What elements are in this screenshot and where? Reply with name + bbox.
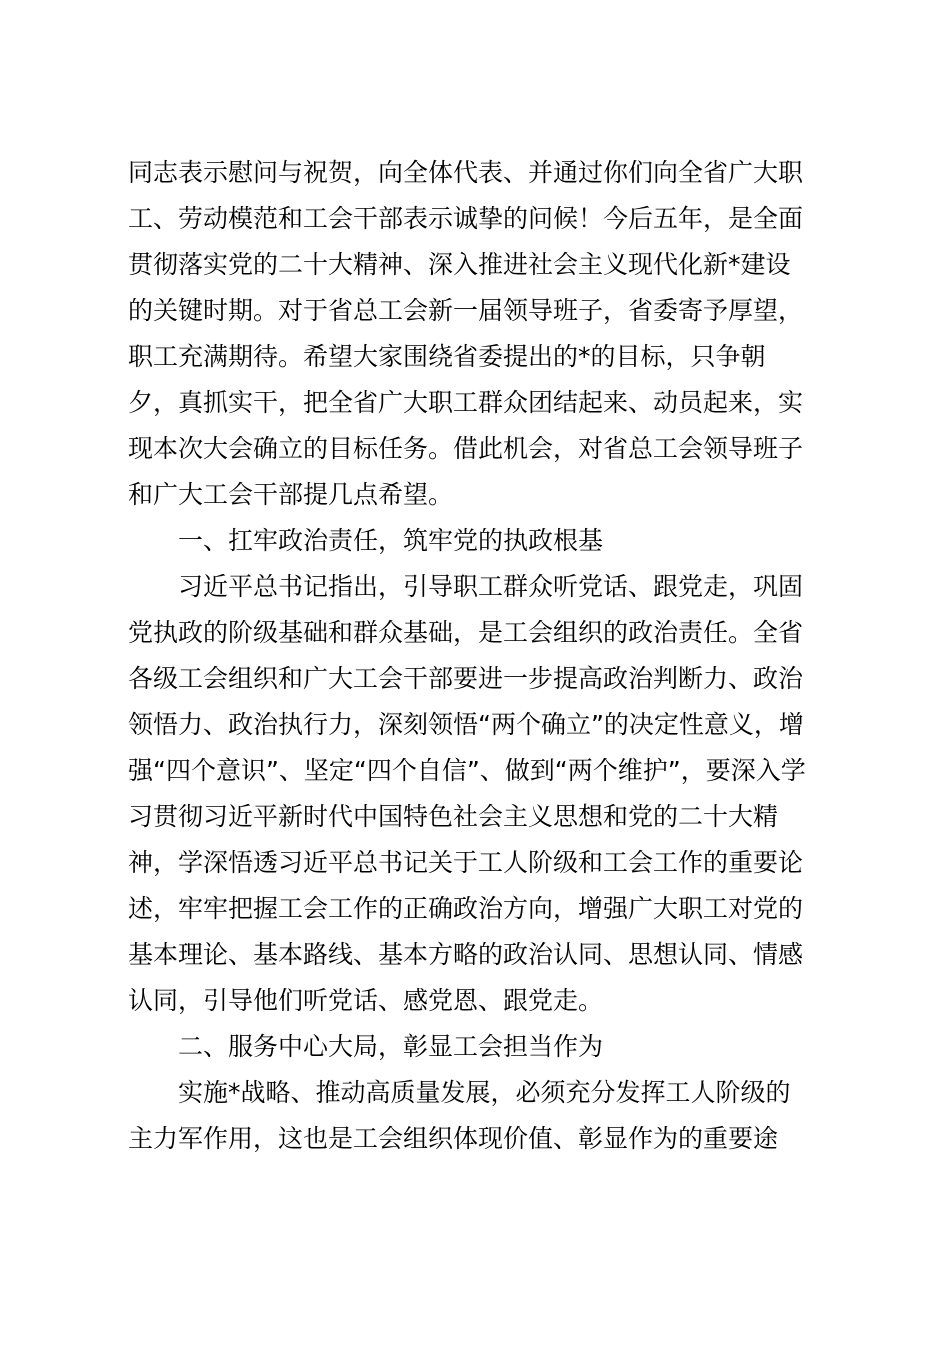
text-line: 和广大工会干部提几点希望。 xyxy=(128,480,454,509)
text-line: 贯彻落实党的二十大精神、深入推进社会主义现代化新*建设 xyxy=(128,250,791,279)
paragraph-start-line: 一、扛牢政治责任，筑牢党的执政根基 xyxy=(178,526,604,555)
text-line: 夕，真抓实干，把全省广大职工群众团结起来、动员起来，实 xyxy=(128,388,804,417)
paragraph-start-line: 实施*战略、推动高质量发展，必须充分发挥工人阶级的 xyxy=(178,1078,791,1107)
text-line: 工、劳动模范和工会干部表示诚挚的问候！今后五年，是全面 xyxy=(128,204,804,233)
text-line: 的关键时期。对于省总工会新一届领导班子，省委寄予厚望， xyxy=(128,296,804,325)
text-line: 党执政的阶级基础和群众基础，是工会组织的政治责任。全省 xyxy=(128,618,804,647)
text-line: 各级工会组织和广大工会干部要进一步提高政治判断力、政治 xyxy=(128,664,804,693)
text-line: 领悟力、政治执行力，深刻领悟“两个确立”的决定性意义，增 xyxy=(128,710,804,739)
text-line: 主力军作用，这也是工会组织体现价值、彰显作为的重要途 xyxy=(128,1124,779,1153)
document-body xyxy=(128,150,828,1162)
text-line: 述，牢牢把握工会工作的正确政治方向，增强广大职工对党的 xyxy=(128,894,804,923)
paragraph-start-line: 习近平总书记指出，引导职工群众听党话、跟党走，巩固 xyxy=(178,572,804,601)
text-line: 职工充满期待。希望大家围绕省委提出的*的目标，只争朝 xyxy=(128,342,766,371)
paragraph-start-line: 二、服务中心大局，彰显工会担当作为 xyxy=(178,1032,604,1061)
text-line: 认同，引导他们听党话、感党恩、跟党走。 xyxy=(128,986,604,1015)
text-line: 习贯彻习近平新时代中国特色社会主义思想和党的二十大精 xyxy=(128,802,779,831)
text-line: 现本次大会确立的目标任务。借此机会，对省总工会领导班子 xyxy=(128,434,804,463)
text-line: 强“四个意识”、坚定“四个自信”、做到“两个维护”，要深入学 xyxy=(128,756,806,785)
text-line: 神，学深悟透习近平总书记关于工人阶级和工会工作的重要论 xyxy=(128,848,804,877)
text-line: 基本理论、基本路线、基本方略的政治认同、思想认同、情感 xyxy=(128,940,804,969)
text-line: 同志表示慰问与祝贺，向全体代表、并通过你们向全省广大职 xyxy=(128,158,804,187)
